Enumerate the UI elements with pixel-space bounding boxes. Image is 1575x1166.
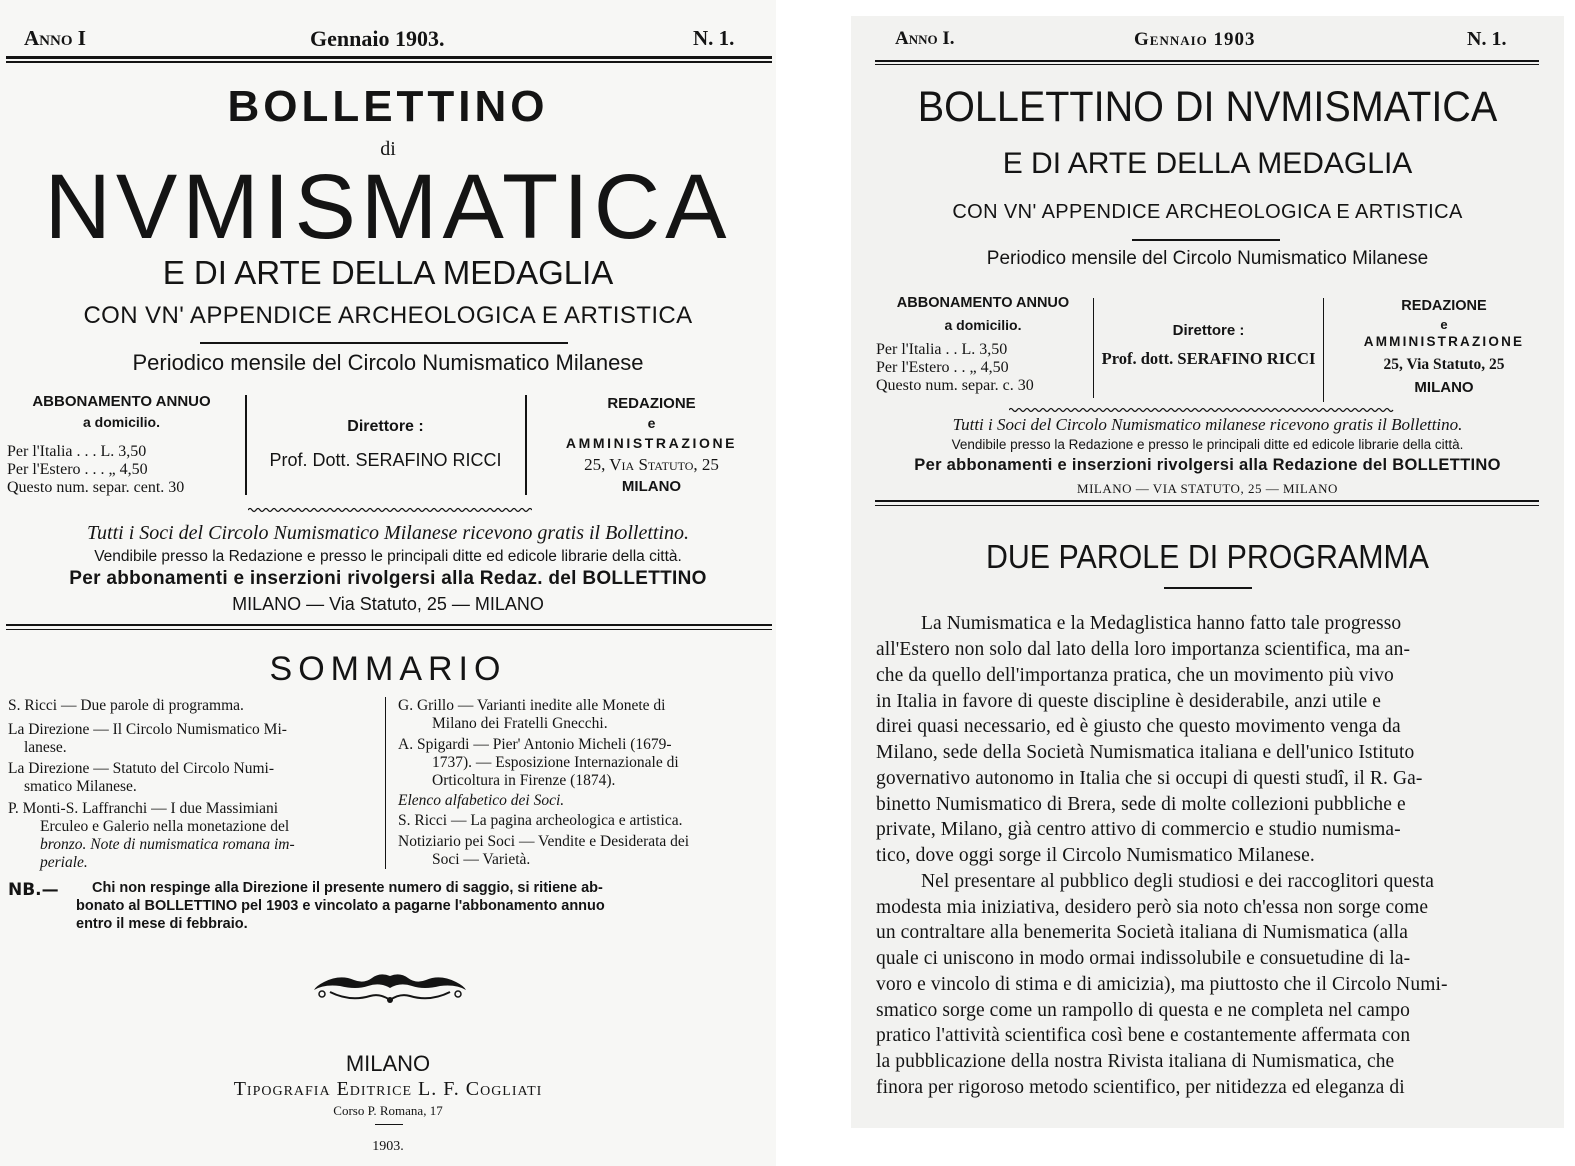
right-notice-address: MILANO — VIA STATUTO, 25 — MILANO — [1077, 481, 1338, 496]
left-imprint-city: MILANO — [345, 1051, 431, 1076]
left-periodico: Periodico mensile del Circolo Numismatico Milanese — [132, 350, 644, 375]
right-notice-soci: Tutti i Soci del Circolo Numismatico milanese ricevono gratis il Bollettino. — [952, 415, 1463, 434]
left-imprint-rule — [375, 1124, 403, 1125]
right-abbonamento-line2: Per l'Estero . . „ 4,50 — [876, 359, 1009, 376]
left-notice-vendibile: Vendibile presso la Redazione e presso le principali ditte ed edicole librarie della città. — [94, 548, 682, 565]
left-imprint-printer: Tipografia Editrice L. F. Cogliati — [233, 1078, 543, 1100]
left-abbonamento-line2: Per l'Estero . . . „ 4,50 — [7, 461, 148, 478]
left-nb-label: NB.— — [8, 880, 59, 900]
body-line: all'Estero non solo dal lato della loro importanza scientifica, ma an- — [876, 639, 1411, 660]
left-nb-line: entro il mese di febbraio. — [76, 916, 248, 932]
toc-item: Orticoltura in Firenze (1874). — [432, 772, 616, 789]
right-direttore-name: Prof. dott. SERAFINO RICCI — [1101, 349, 1316, 368]
right-column-divider-1 — [1093, 298, 1094, 398]
toc-item: Elenco alfabetico dei Soci. — [398, 792, 565, 809]
toc-item: Notiziario pei Soci — Vendite e Desiderata dei — [398, 833, 690, 850]
right-periodico: Periodico mensile del Circolo Numismatico Milanese — [986, 248, 1429, 269]
body-line: voro e vincolo di stima e di amicizia), ma piuttosto che il Circolo Numi- — [876, 974, 1448, 995]
right-abbonamento-line1: Per l'Italia . . L. 3,50 — [876, 341, 1008, 358]
right-notice-abbonamenti: Per abbonamenti e inserzioni rivolgersi alla Redazione del BOLLETTINO — [914, 456, 1501, 474]
body-line: Milano, sede della Società Numismatica italiana e dell'unico Istituto — [876, 742, 1415, 763]
left-imprint-address: Corso P. Romana, 17 — [333, 1103, 443, 1118]
left-header-number: N. 1. — [693, 26, 735, 50]
toc-item: smatico Milanese. — [24, 778, 137, 795]
toc-item: bronzo. Note di numismatica romana im- — [40, 836, 295, 853]
right-notice-vendibile: Vendibile presso la Redazione e presso le principali ditte ed edicole librarie della città. — [951, 437, 1464, 452]
left-nb-line: Chi non respinge alla Direzione il presente numero di saggio, si ritiene ab- — [92, 880, 603, 896]
left-direttore-label: Direttore : — [347, 418, 424, 435]
body-line: Nel presentare al pubblico degli studiosi e dei raccoglitori questa — [921, 871, 1434, 892]
toc-item: S. Ricci — Due parole di programma. — [8, 697, 244, 714]
left-redazione-line4: 25, Via Statuto, 25 — [584, 455, 719, 474]
body-line: pratico l'attività scientifica così bene e costantemente affermata con — [876, 1025, 1411, 1046]
left-short-rule — [200, 342, 568, 344]
left-nb-line: bonato al BOLLETTINO pel 1903 e vincolato a pagarne l'abbonamento annuo — [76, 898, 605, 914]
left-page-cover — [0, 0, 776, 1166]
toc-item: Soci — Varietà. — [432, 851, 531, 868]
right-page-article — [851, 16, 1564, 1128]
left-header-date: Gennaio 1903. — [310, 26, 445, 51]
right-wavy-divider — [1009, 407, 1395, 413]
right-subtitle: E DI ARTE DELLA MEDAGLIA — [1002, 147, 1413, 180]
right-article-title-rule — [1164, 587, 1252, 589]
right-title: BOLLETTINO DI NVMISMATICA — [917, 83, 1498, 131]
right-redazione-line4: 25, Via Statuto, 25 — [1383, 356, 1505, 373]
left-notice-rule-2 — [6, 629, 772, 630]
right-header-rule-bottom — [875, 64, 1539, 65]
left-subtitle: E DI ARTE DELLA MEDAGLIA — [162, 254, 614, 291]
left-direttore-name: Prof. Dott. SERAFINO RICCI — [269, 450, 502, 470]
body-line: quale ci uniscono in modo ormai indissolubile e consuetudine di la- — [876, 948, 1411, 969]
left-redazione-line3: AMMINISTRAZIONE — [565, 435, 738, 451]
right-header-number: N. 1. — [1467, 28, 1507, 50]
right-abbonamento-line3: Questo num. separ. c. 30 — [876, 377, 1034, 394]
right-redazione-line1: REDAZIONE — [1401, 298, 1487, 314]
left-notice-abbonamenti: Per abbonamenti e inserzioni rivolgersi alla Redaz. del BOLLETTINO — [69, 568, 707, 589]
left-header-rule-bottom — [6, 61, 772, 63]
toc-item: Milano dei Fratelli Gnecchi. — [432, 715, 608, 732]
left-notice-soci: Tutti i Soci del Circolo Numismatico Milanese ricevono gratis il Bollettino. — [87, 522, 689, 544]
toc-item: La Direzione — Statuto del Circolo Numi- — [8, 760, 275, 777]
body-line: in Italia in favore di queste discipline è desiderabile, anzi utile e — [876, 691, 1382, 712]
body-line: modesta mia iniziativa, desidero però sia noto ch'essa non sorge come — [876, 897, 1429, 918]
toc-item: S. Ricci — La pagina archeologica e artistica. — [398, 812, 683, 829]
right-short-rule — [1132, 239, 1280, 241]
left-redazione-line1: REDAZIONE — [607, 395, 696, 412]
body-line: La Numismatica e la Medaglistica hanno fatto tale progresso — [921, 613, 1402, 634]
toc-item: 1737). — Esposizione Internazionale di — [432, 754, 679, 771]
body-line: che da quello dell'importanza pratica, che un movimento più vivo — [876, 665, 1394, 686]
body-line: smatico sorge come un rampollo di questa e ne completa nel campo — [876, 1000, 1411, 1021]
left-toc-divider — [385, 697, 386, 869]
body-line: la pubblicazione della nostra Rivista italiana di Numismatica, che — [876, 1051, 1395, 1072]
left-abbonamento-line3: Questo num. separ. cent. 30 — [7, 479, 185, 496]
left-imprint-year: 1903. — [372, 1139, 404, 1154]
toc-item: A. Spigardi — Pier' Antonio Micheli (1679- — [398, 736, 672, 753]
right-notice-rule-1 — [875, 500, 1539, 502]
left-wavy-divider — [248, 507, 532, 513]
toc-item: lanese. — [24, 739, 67, 756]
right-redazione-line3: AMMINISTRAZIONE — [1363, 334, 1525, 349]
ornament-icon — [310, 972, 470, 1011]
left-header-rule-top — [6, 56, 772, 59]
left-abbonamento-sub: a domicilio. — [82, 414, 160, 430]
body-line: tico, dove oggi sorge il Circolo Numismatico Milanese. — [876, 845, 1315, 866]
left-abbonamento-heading: ABBONAMENTO ANNUO — [32, 393, 211, 410]
right-header-date: Gennaio 1903 — [1134, 29, 1256, 50]
left-column-divider-1 — [245, 395, 247, 495]
right-direttore-label: Direttore : — [1172, 322, 1245, 339]
left-redazione-line2: e — [647, 415, 656, 431]
left-abbonamento-line1: Per l'Italia . . . L. 3,50 — [7, 443, 147, 460]
right-header-rule-top — [875, 60, 1539, 62]
toc-item: G. Grillo — Varianti inedite alle Monete di — [398, 697, 666, 714]
left-sommario-heading: SOMMARIO — [269, 650, 507, 688]
toc-item: Erculeo e Galerio nella monetazione del — [40, 818, 290, 835]
left-appendix: CON VN' APPENDICE ARCHEOLOGICA E ARTISTICA — [83, 302, 693, 329]
body-line: binetto Numismatico di Brera, sede di molte collezioni pubbliche e — [876, 794, 1406, 815]
toc-item: La Direzione — Il Circolo Numismatico Mi- — [8, 721, 287, 738]
body-line: private, Milano, già centro attivo di commercio e studio numisma- — [876, 819, 1401, 840]
left-title-numismatica: NVMISMATICA — [44, 156, 732, 258]
left-notice-rule-1 — [6, 624, 772, 626]
left-header-anno: Anno I — [24, 26, 86, 50]
right-abbonamento-sub: a domicilio. — [944, 317, 1022, 333]
left-title-bollettino: BOLLETTINO — [227, 82, 549, 131]
left-title-di: di — [380, 138, 396, 160]
body-line: finora per rigoroso metodo scientifico, per nitidezza ed eleganza di — [876, 1077, 1405, 1098]
body-line: governativo autonomo in Italia che si occupi di questi studî, il R. Ga- — [876, 768, 1423, 789]
body-line: un contraltare alla benemerita Società italiana di Numismatica (alla — [876, 922, 1408, 943]
right-redazione-line5: MILANO — [1414, 379, 1474, 396]
left-redazione-line5: MILANO — [621, 478, 682, 495]
right-redazione-line2: e — [1440, 317, 1448, 332]
left-notice-address: MILANO — Via Statuto, 25 — MILANO — [232, 594, 544, 614]
right-appendix: CON VN' APPENDICE ARCHEOLOGICA E ARTISTICA — [952, 201, 1463, 223]
body-line: direi quasi necessario, ed è giusto che questo movimento venga da — [876, 716, 1401, 737]
toc-item: P. Monti-S. Laffranchi — I due Massimiani — [8, 800, 279, 817]
toc-item: periale. — [40, 854, 88, 871]
right-abbonamento-heading: ABBONAMENTO ANNUO — [896, 295, 1070, 311]
right-article-title: DUE PAROLE DI PROGRAMMA — [985, 538, 1430, 575]
right-notice-rule-2 — [875, 505, 1539, 506]
right-header-anno: Anno I. — [895, 28, 955, 49]
